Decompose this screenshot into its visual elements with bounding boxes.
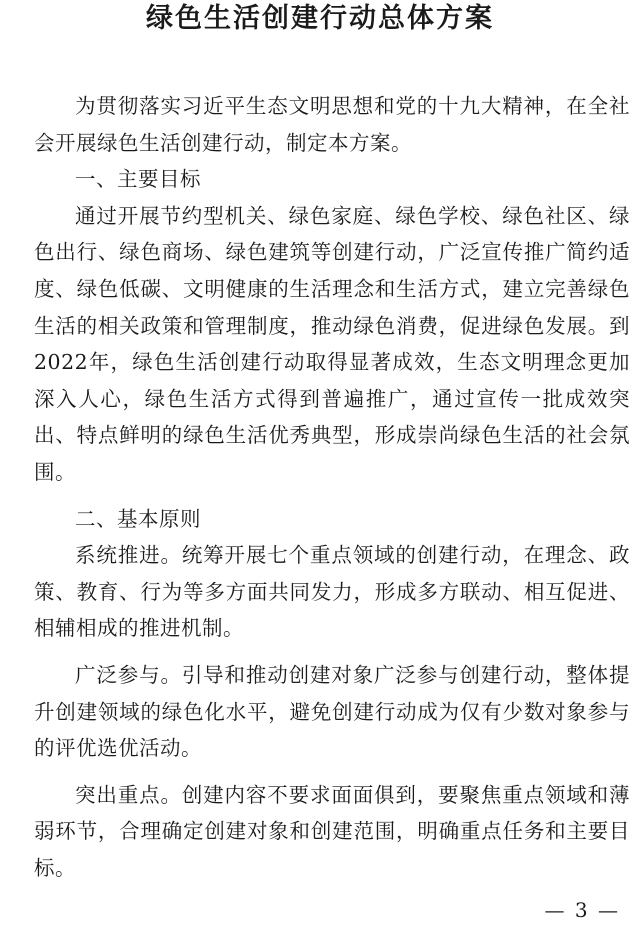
principle-text: 统筹开展七个重点领域的创建行动，在理念、政策、教育、行为等多方面共同发力，形成多方联动、相互促进、相辅相成的推进机制。 (34, 543, 631, 641)
document-body (34, 88, 630, 886)
section-heading-main-goals: 一、主要目标 (75, 167, 201, 192)
principle-text: 创建内容不要求面面俱到，要聚焦重点领域和薄弱环节，合理确定创建对象和创建范围，明确重点任务和主要目标。 (34, 782, 631, 880)
section-heading-basic-principles: 二、基本原则 (75, 506, 201, 531)
principle-paragraph (34, 777, 630, 887)
intro-paragraph: 为贯彻落实习近平生态文明思想和党的十九大精神，在全社会开展绿色生活创建行动，制定本方案。 (34, 94, 630, 155)
principle-label: 系统推进。 (75, 543, 182, 568)
principle-label: 突出重点。 (75, 782, 182, 807)
principle-paragraph (34, 657, 630, 767)
page-number: — 3 — (544, 898, 620, 922)
principle-label: 广泛参与。 (75, 662, 182, 687)
main-goals-paragraph: 通过开展节约型机关、绿色家庭、绿色学校、绿色社区、绿色出行、绿色商场、绿色建筑等创建行动，广泛宣传推广简约适度、绿色低碳、文明健康的生活理念和生活方式，建立完善绿色生活的相关政策和管理制度，推动绿色消费，促进绿色发展。到2022年，绿色生活创建行动取得显著成效，生态文明理念更加深入人心，绿色生活方式得到普遍推广，通过宣传一批成效突出、特点鲜明的绿色生活优秀典型，形成崇尚绿色生活的社会氛围。 (34, 203, 630, 484)
principle-paragraph (34, 537, 630, 647)
principle-text: 引导和推动创建对象广泛参与创建行动，整体提升创建领域的绿色化水平，避免创建行动成为仅有少数对象参与的评优选优活动。 (34, 662, 631, 761)
document-title: 绿色生活创建行动总体方案 (146, 3, 494, 34)
